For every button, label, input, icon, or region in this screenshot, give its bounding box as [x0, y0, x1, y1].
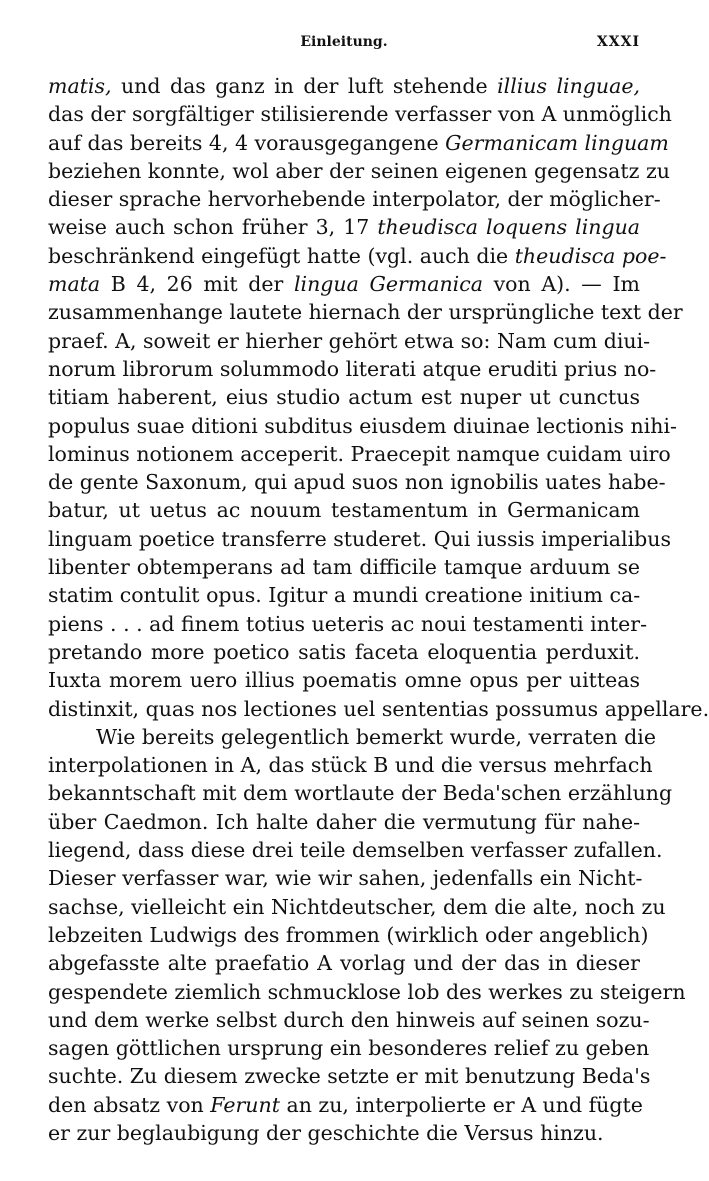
text-line: beziehen konnte, wol aber der seinen eigenen gegensatz zu: [48, 158, 670, 183]
body-text: [48, 72, 709, 1147]
text-line: lebzeiten Ludwigs des frommen (wirklich oder angeblich): [48, 922, 649, 947]
text-line: libenter obtemperans ad tam difficile tamque arduum se: [48, 555, 640, 580]
text-line: populus suae ditioni subditus eiusdem diuinae lectionis nihi-: [48, 413, 677, 438]
text-line: sagen göttlichen ursprung ein besonderes relief zu geben: [48, 1036, 650, 1061]
text-line: das der sorgfältiger stilisierende verfasser von A unmöglich: [48, 102, 672, 127]
text-line: interpolationen in A, das stück B und die versus mehrfach: [48, 753, 653, 778]
text-line: pretando more poetico satis faceta eloquentia perduxit.: [48, 639, 640, 664]
running-header: [48, 30, 640, 54]
text-line: und dem werke selbst durch den hinweis auf seinen sozu-: [48, 1007, 650, 1032]
text-line: er zur beglaubigung der geschichte die Versus hinzu.: [48, 1120, 604, 1145]
text-line: beschränkend eingefügt hatte (vgl. auch die theudisca poe-: [48, 243, 667, 268]
text-line: de gente Saxonum, qui apud suos non ignobilis uates habe-: [48, 470, 666, 495]
text-line: matis, und das ganz in der luft stehende illius linguae,: [48, 74, 641, 98]
page-number: XXXI: [596, 34, 640, 50]
text-line: linguam poetice transferre studeret. Qui iussis imperialibus: [48, 526, 671, 551]
text-line: suchte. Zu diesem zwecke setzte er mit benutzung Beda's: [48, 1064, 651, 1089]
text-line: piens . . . ad finem totius ueteris ac noui testamenti inter-: [48, 611, 648, 636]
running-title: Einleitung.: [300, 34, 388, 50]
text-line: praef. A, soweit er hierher gehört etwa so: Nam cum diui-: [48, 328, 651, 353]
text-line: gespendete ziemlich schmucklose lob des werkes zu steigern: [48, 979, 686, 1004]
text-line: statim contulit opus. Igitur a mundi creatione initium ca-: [48, 583, 641, 608]
text-line: distinxit, quas nos lectiones uel sententias possumus appellare.: [48, 696, 709, 721]
text-line: über Caedmon. Ich halte daher die vermutung für nahe-: [48, 809, 640, 834]
text-line: den absatz von Ferunt an zu, interpolierte er A und fügte: [48, 1092, 643, 1117]
text-line: Wie bereits gelegentlich bemerkt wurde, verraten die: [96, 724, 656, 749]
text-line: norum librorum solummodo literati atque eruditi prius no-: [48, 356, 657, 381]
text-line: lominus notionem acceperit. Praecepit namque cuidam uiro: [48, 441, 671, 466]
text-line: abgefasste alte praefatio A vorlag und der das in dieser: [48, 951, 640, 976]
text-line: titiam haberent, eius studio actum est nuper ut cunctus: [48, 385, 640, 410]
text-line: Iuxta morem uero illius poematis omne opus per uitteas: [48, 668, 640, 693]
text-line: zusammenhange lautete hiernach der ursprüngliche text der: [48, 300, 683, 325]
text-line: bekanntschaft mit dem wortlaute der Beda'schen erzählung: [48, 781, 673, 806]
text-line: dieser sprache hervorhebende interpolator, der möglicher-: [48, 187, 661, 212]
text-line: weise auch schon früher 3, 17 theudisca loquens lingua: [48, 215, 640, 240]
text-line: batur, ut uetus ac nouum testamentum in Germanicam: [48, 498, 640, 523]
text-line: liegend, dass diese drei teile demselben verfasser zufallen.: [48, 838, 663, 863]
text-line: Dieser verfasser war, wie wir sahen, jedenfalls ein Nicht-: [48, 866, 643, 891]
text-line: sachse, vielleicht ein Nichtdeutscher, dem die alte, noch zu: [48, 894, 666, 919]
text-line: auf das bereits 4, 4 vorausgegangene Germanicam linguam: [48, 130, 669, 155]
text-line: mata B 4, 26 mit der lingua Germanica von A). — Im: [48, 272, 640, 297]
